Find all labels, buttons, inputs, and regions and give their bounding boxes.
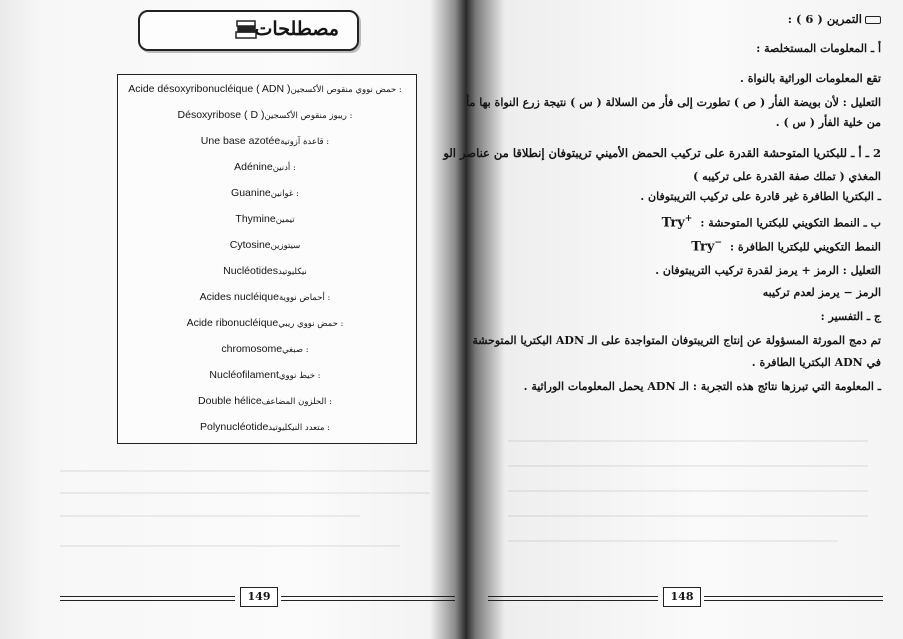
genotype-sign: + bbox=[684, 214, 693, 224]
glossary-term-fr: Une base azotée bbox=[200, 135, 281, 147]
bleed-through-line bbox=[508, 490, 868, 492]
key-icon bbox=[865, 16, 881, 24]
bleed-through-line bbox=[60, 515, 360, 517]
glossary-row bbox=[118, 109, 416, 121]
answer-line bbox=[776, 116, 881, 129]
answer-text: ج ـ التفسير : bbox=[820, 310, 881, 323]
page-number: 149 bbox=[240, 587, 278, 607]
bleed-through-line bbox=[60, 470, 430, 472]
answer-text: من خلية الفأر ( س ) . bbox=[775, 116, 881, 129]
glossary-term-ar: نيكليوتيد bbox=[278, 267, 307, 277]
footer-rule bbox=[704, 596, 883, 601]
genotype-name: Try bbox=[661, 215, 685, 231]
glossary-term-ar: تيمين bbox=[275, 215, 295, 225]
answer-text: الرمز − يرمز لعدم تركيبه bbox=[762, 286, 881, 299]
glossary-term-fr: Double hélice bbox=[198, 395, 262, 407]
glossary-term-fr: Nucléotides bbox=[223, 265, 279, 277]
answer-text: المغذي ( تملك صفة القدرة على تركيبه ) bbox=[693, 170, 881, 183]
glossary-row bbox=[118, 369, 416, 381]
glossary-row bbox=[118, 291, 416, 303]
glossary-term-fr: Acides nucléique bbox=[199, 291, 279, 303]
glossary-row bbox=[118, 239, 416, 251]
page-footer-left bbox=[60, 587, 455, 607]
genotype-sign: − bbox=[714, 238, 722, 248]
genotype-name: Try bbox=[691, 239, 715, 255]
bleed-through-line bbox=[60, 545, 400, 547]
glossary-term-fr: Nucléofilament bbox=[209, 369, 279, 381]
answer-line bbox=[443, 146, 881, 160]
glossary-term-fr: Désoxyribose ( D ) bbox=[177, 109, 265, 121]
bleed-through-line bbox=[508, 440, 868, 442]
answer-line bbox=[524, 380, 881, 393]
glossary-term-ar: متعدد النيكليوتيد : bbox=[268, 423, 330, 433]
glossary-term-fr: Polynucléotide bbox=[200, 421, 269, 433]
answer-text: أ ـ المعلومات المستخلصة : bbox=[756, 42, 881, 55]
glossary-term-fr: Thymine bbox=[235, 213, 276, 225]
answer-line bbox=[640, 190, 881, 203]
bleed-through-line bbox=[508, 515, 868, 517]
answer-line bbox=[752, 356, 881, 369]
glossary-row bbox=[118, 83, 416, 95]
answer-line bbox=[654, 214, 881, 230]
glossary-row bbox=[118, 135, 416, 147]
answer-text: ـ المعلومة التي تبرزها نتائج هذه التجربة : الـ ADN يحمل المعلومات الوراثية . bbox=[523, 380, 881, 393]
glossary-row bbox=[118, 317, 416, 329]
footer-rule bbox=[281, 596, 455, 601]
footer-rule bbox=[488, 596, 658, 601]
answer-text: التعليل : لأن بويضة الفأر ( ص ) تطورت إلى فأر من السلالة ( س ) نتيجة زرع النواة بها مأ bbox=[466, 96, 881, 109]
glossary-row bbox=[118, 213, 416, 225]
answer-line bbox=[472, 334, 881, 347]
glossary-row bbox=[118, 265, 416, 277]
answer-text: التمرين ( 6 ) : bbox=[787, 12, 862, 26]
answer-text: ب ـ النمط التكويني للبكتريا المتوحشة : bbox=[700, 216, 881, 230]
bleed-through-line bbox=[508, 540, 838, 542]
glossary-row bbox=[118, 187, 416, 199]
glossary-term-fr: Acide désoxyribonucléique ( ADN ) bbox=[128, 83, 291, 95]
glossary-term-fr: Guanine bbox=[231, 187, 271, 199]
answer-text: تقع المعلومات الوراثية بالنواة . bbox=[740, 72, 881, 85]
glossary-term-fr: chromosome bbox=[221, 343, 283, 355]
glossary-term-ar: أحماض نووية : bbox=[278, 293, 331, 303]
answer-line bbox=[466, 96, 881, 109]
glossary-term-ar: ريبوز منقوص الأكسجين : bbox=[264, 111, 353, 121]
glossary-row bbox=[118, 395, 416, 407]
glossary-term-ar: حمض نووي ريبي : bbox=[278, 319, 344, 329]
answer-text: 2 ـ أ ـ للبكتريا المتوحشة القدرة على تركيب الحمض الأميني تريبتوفان إنطلاقا من عناصر الو bbox=[443, 146, 881, 160]
glossary-term-ar: صبغي : bbox=[282, 345, 309, 355]
genotype-symbol bbox=[691, 238, 722, 254]
answer-line bbox=[763, 286, 881, 299]
glossary-box bbox=[117, 74, 417, 444]
answer-line bbox=[655, 264, 881, 277]
glossary-row bbox=[118, 161, 416, 173]
glossary-term-ar: أدنين : bbox=[272, 163, 296, 173]
exercise-heading bbox=[788, 12, 881, 26]
genotype-symbol bbox=[662, 214, 693, 230]
answer-line bbox=[683, 238, 881, 254]
answer-line bbox=[756, 42, 881, 55]
right-page bbox=[443, 0, 903, 639]
answer-line bbox=[821, 310, 881, 323]
glossary-term-fr: Cytosine bbox=[229, 239, 271, 251]
answer-text: تم دمج المورثة المسؤولة عن إنتاج التريبتوفان المتواجدة على الـ ADN البكتريا المتوحشة bbox=[472, 334, 881, 347]
bleed-through-line bbox=[508, 465, 868, 467]
glossary-term-fr: Adénine bbox=[234, 161, 273, 173]
glossary-row bbox=[118, 421, 416, 433]
glossary-term-ar: قاعدة آزوتية : bbox=[280, 137, 330, 147]
answer-line bbox=[740, 72, 881, 85]
answer-line bbox=[693, 170, 881, 183]
page-number: 148 bbox=[663, 587, 701, 607]
footer-rule bbox=[60, 596, 235, 601]
page-footer-right bbox=[488, 587, 883, 607]
glossary-term-ar: حمض نووي منقوص الأكسجين : bbox=[290, 85, 402, 95]
glossary-term-ar: غوانين : bbox=[270, 189, 299, 199]
glossary-term-ar: خيط نووي : bbox=[278, 371, 321, 381]
glossary-term-ar: الحلزون المضاعف : bbox=[261, 397, 332, 407]
glossary-term-fr: Acide ribonucléique bbox=[186, 317, 279, 329]
glossary-term-ar: سيتوزين bbox=[270, 241, 301, 251]
answer-text: النمط التكويني للبكتريا الطافرة : bbox=[729, 240, 881, 254]
section-title-box bbox=[138, 10, 359, 51]
bleed-through-line bbox=[60, 492, 430, 494]
answer-text: التعليل : الرمز + يرمز لقدرة تركيب التريبتوفان . bbox=[655, 264, 881, 277]
glossary-row bbox=[118, 343, 416, 355]
answer-text: في ADN البكتريا الطافرة . bbox=[751, 356, 881, 369]
section-title: مصطلحات bbox=[254, 18, 339, 40]
answer-text: ـ البكتريا الطافرة غير قادرة على تركيب التريبتوفان . bbox=[640, 190, 881, 203]
